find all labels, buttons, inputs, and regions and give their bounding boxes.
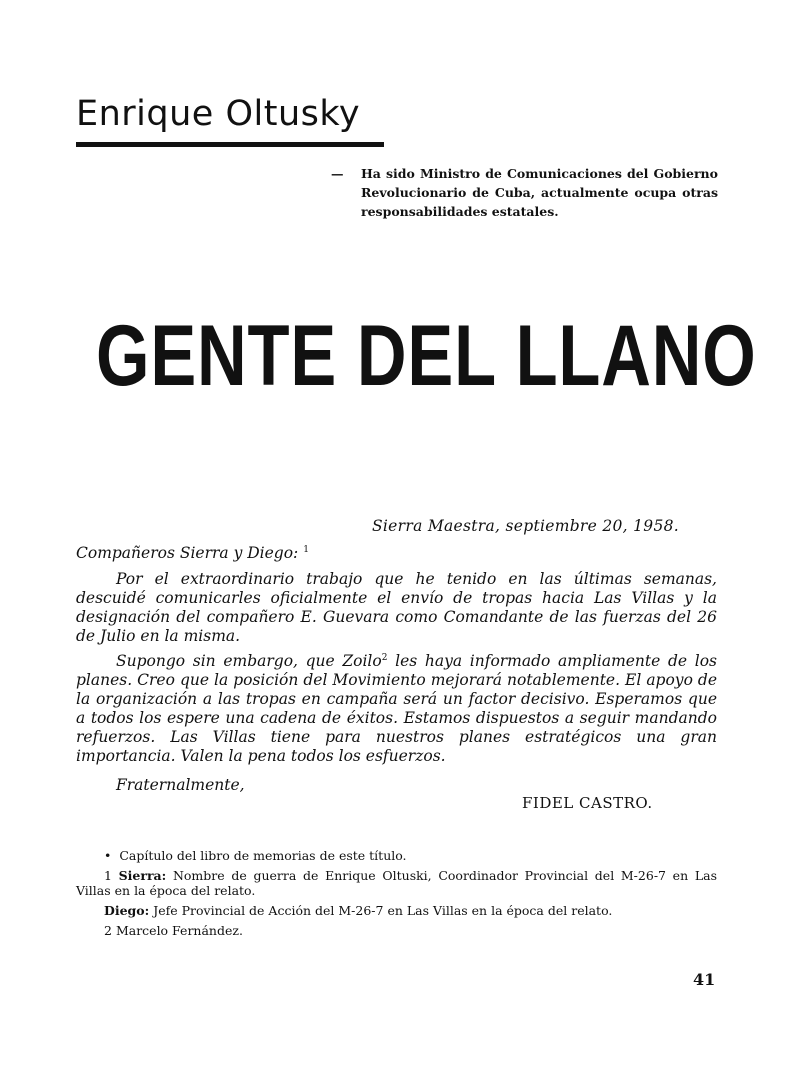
letter	[76, 517, 717, 795]
footnote-ref-1: 1	[303, 544, 309, 555]
page-number: 41	[693, 970, 716, 989]
footnote-chapter	[76, 848, 717, 863]
footnote-1b-term: Diego:	[104, 903, 150, 918]
footnote-1-term: Sierra:	[118, 868, 167, 883]
author-name: Enrique Oltusky	[76, 94, 384, 147]
letter-signature: FIDEL CASTRO.	[522, 794, 653, 812]
footnote-1-marker: 1	[104, 868, 112, 883]
letter-salutation	[76, 544, 717, 563]
footnote-chapter-text: Capítulo del libro de memorias de este título.	[119, 848, 407, 863]
para2-rest: les haya informado ampliamente de los planes. Creo que la posición del Movimiento mejorará notablemente. El apoyo de la organización a las tropas en campaña será un factor decisivo. Esperamos que a todos los espere una cadena de éxitos. Estamos dispuestos a seguir mandando refuerzos. Las Villas tiene para nuestros planes estratégicos una gran importancia. Valen la pena todos los esfuerzos.	[76, 652, 717, 765]
bio-text: Ha sido Ministro de Comunicaciones del Gobierno Revolucionario de Cuba, actualmente ocupa otras responsabilidades estatales.	[361, 166, 718, 219]
footnote-2-text: Marcelo Fernández.	[115, 923, 243, 938]
letter-dateline: Sierra Maestra, septiembre 20, 1958.	[372, 517, 679, 535]
letter-closing: Fraternalmente,	[116, 776, 245, 794]
footnote-1b	[76, 903, 717, 918]
footnote-1-text: Nombre de guerra de Enrique Oltuski, Coordinador Provincial del M-26-7 en Las Villas en la época del relato.	[76, 868, 717, 898]
chapter-title: GENTE DEL LLANO	[96, 308, 757, 404]
footnote-ref-2: 2	[381, 652, 388, 663]
author-bio	[331, 164, 718, 221]
footnote-bullet: •	[104, 848, 112, 863]
footnote-1	[76, 868, 717, 898]
footnote-1b-text: Jefe Provincial de Acción del M-26-7 en Las Villas en la época del relato.	[149, 903, 613, 918]
para2-start: Supongo sin embargo, que Zoilo	[116, 652, 382, 670]
bio-dash: —	[331, 166, 344, 181]
letter-paragraph-1: Por el extraordinario trabajo que he tenido en las últimas semanas, descuidé comunicarles oficialmente el envío de tropas hacia Las Villas y la designación del compañero E. Guevara como Comandante de las fuerzas del 26 de Julio en la misma.	[76, 570, 717, 645]
footnotes	[76, 848, 717, 943]
letter-paragraph-2	[76, 652, 717, 766]
footnote-2-marker: 2	[104, 923, 112, 938]
footnote-2	[76, 923, 717, 938]
salutation-text: Compañeros Sierra y Diego:	[76, 544, 299, 562]
